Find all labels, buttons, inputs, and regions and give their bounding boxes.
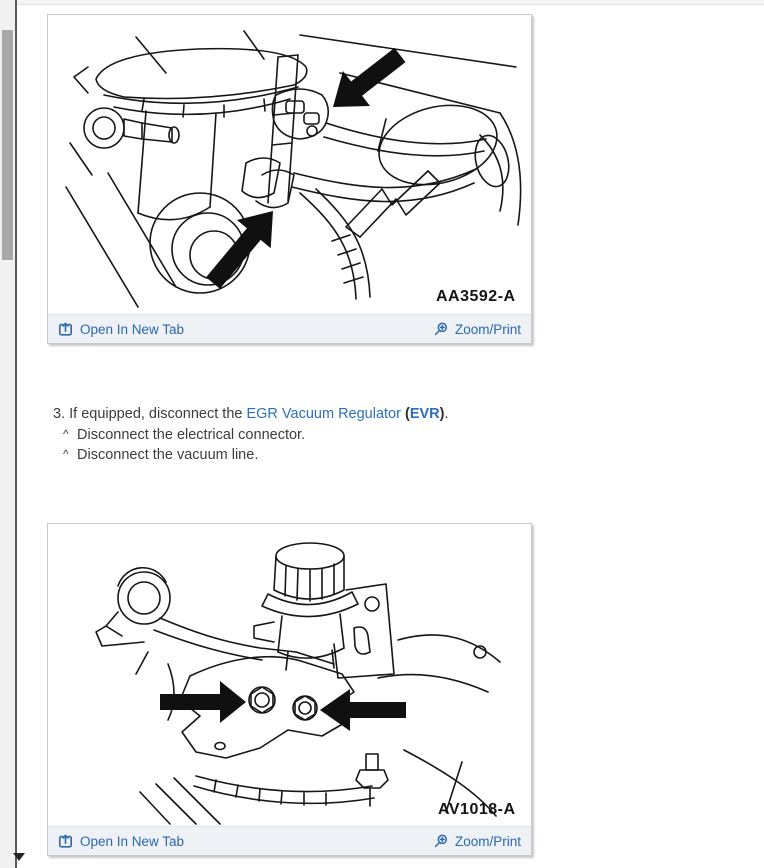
step-3-bullet-2 [53,445,523,465]
figure-image-egr-hoses [48,15,531,314]
egr-hoses-diagram [48,15,531,314]
left-scrollbar-thumb[interactable] [2,30,13,260]
step-3-line [53,404,523,425]
zoom-print-label: Zoom/Print [454,321,521,337]
figure-code-label: AV1018-A [438,801,516,818]
left-scrollbar-track[interactable] [0,0,15,868]
step-3-period: . [444,406,449,422]
open-in-new-tab-link[interactable] [58,834,184,849]
pointer-arrows [160,681,406,731]
evr-bracket-diagram [48,524,531,826]
open-in-new-tab-link[interactable] [58,322,184,337]
lower-pointer-arrow-icon [206,211,273,289]
caret-bullet-icon: ^ [63,427,69,441]
open-in-new-tab-label: Open In New Tab [80,321,185,337]
open-in-new-tab-icon [58,322,73,337]
left-pointer-arrow-icon [160,681,246,723]
upper-pointer-arrow-icon [333,48,406,107]
step-3-bullet-1 [53,425,523,445]
zoom-print-link[interactable] [433,834,521,849]
pointer-arrows [206,48,405,289]
figure-toolbar [48,826,531,855]
open-in-new-tab-label: Open In New Tab [80,833,185,849]
figure-code-label: AA3592-A [436,288,516,305]
magnifier-plus-icon [433,322,448,337]
paren-close: ) [439,406,445,422]
top-border-band [17,0,764,5]
bullet-2-text: Disconnect the vacuum line. [77,447,259,463]
open-in-new-tab-icon [58,834,73,849]
figure-toolbar [48,314,531,343]
magnifier-plus-icon [433,834,448,849]
evr-abbr-link[interactable]: EVR [409,406,440,422]
right-pointer-arrow-icon [320,689,406,731]
figure-card-evr-bracket [47,523,532,856]
paren-open: ( [400,406,410,422]
zoom-print-label: Zoom/Print [454,833,521,849]
step-3-block [53,404,523,465]
caret-bullet-icon: ^ [63,447,69,461]
step-3-prefix: 3. If equipped, disconnect the [53,406,247,422]
bullet-1-text: Disconnect the electrical connector. [77,427,306,443]
figure-image-evr-bracket [48,524,531,826]
scroll-down-arrow-icon[interactable] [13,853,25,861]
egr-vacuum-regulator-link[interactable]: EGR Vacuum Regulator [246,406,401,422]
zoom-print-link[interactable] [433,322,521,337]
frame-edge-divider [15,0,17,868]
figure-card-egr-hoses [47,14,532,344]
